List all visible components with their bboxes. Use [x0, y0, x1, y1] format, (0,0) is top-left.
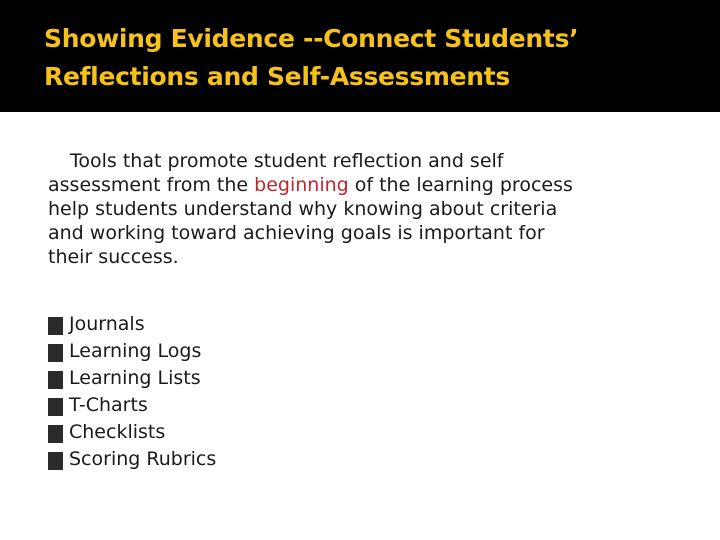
highlighted-word-beginning: beginning — [254, 174, 349, 196]
intro-line-2 — [48, 173, 698, 197]
list-item-label: Checklists — [69, 421, 166, 443]
tool-list — [48, 311, 216, 473]
intro-line-1: Tools that promote student reflection and self — [70, 150, 504, 172]
list-item — [48, 392, 216, 419]
list-item — [48, 311, 216, 338]
list-item — [48, 419, 216, 446]
list-item-label: Learning Logs — [69, 340, 202, 362]
intro-line-3: help students understand why knowing about criteria — [48, 198, 558, 220]
list-item-label: T-Charts — [69, 394, 148, 416]
list-item — [48, 338, 216, 365]
intro-line-5: their success. — [48, 246, 179, 268]
title-bar — [0, 0, 720, 112]
square-bullet-icon — [48, 425, 63, 443]
intro-line-2-end: of the learning process — [348, 174, 573, 196]
list-item — [48, 446, 216, 473]
square-bullet-icon — [48, 371, 63, 389]
intro-paragraph — [48, 149, 698, 269]
list-item-label: Journals — [69, 313, 145, 335]
intro-line-4: and working toward achieving goals is important for — [48, 222, 545, 244]
list-item-label: Scoring Rubrics — [69, 448, 217, 470]
slide-title — [44, 20, 704, 96]
slide-title-line-2: Reflections and Self-Assessments — [44, 62, 510, 91]
square-bullet-icon — [48, 344, 63, 362]
intro-line-2-start: assessment from the — [48, 174, 255, 196]
list-item — [48, 365, 216, 392]
slide-title-line-1: Showing Evidence --Connect Students’ — [44, 24, 579, 53]
list-item-label: Learning Lists — [69, 367, 201, 389]
square-bullet-icon — [48, 317, 63, 335]
square-bullet-icon — [48, 398, 63, 416]
square-bullet-icon — [48, 452, 63, 470]
